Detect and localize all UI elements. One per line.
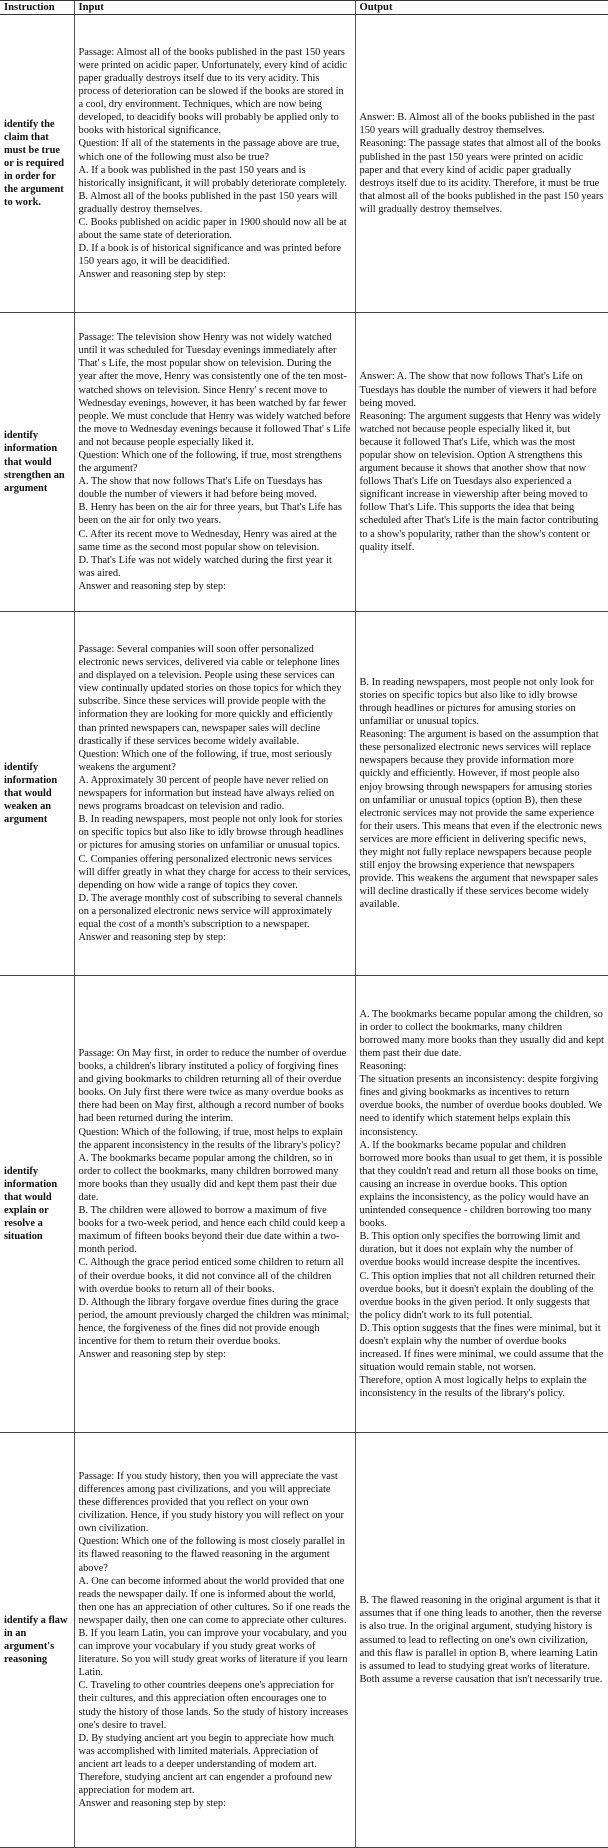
input-paragraph: C. Companies offering personalized electronic news services will differ greatly in what they charge for access to their services, depending on how wide a range of topics they cover.: [78, 853, 351, 891]
input-paragraph: D. The average monthly cost of subscribing to several channels on a personalized electronic news service will approximately equal the cost of a month's subscription to a newspaper.: [78, 892, 343, 930]
input-paragraph: A. The bookmarks became popular among the children, so in order to collect the bookmarks, many children borrowed many more books than they usually did and kept them past their due date.: [78, 1152, 339, 1203]
output-paragraph: Answer: A. The show that now follows That's Life on Tuesdays has double the number of viewers it had before being moved.: [359, 371, 597, 409]
table-row: [0, 15, 608, 313]
output-cell: [355, 313, 608, 612]
input-paragraph: Passage: If you study history, then you will appreciate the vast differences among past civilizations, and you will appreciate these differences provided that you reflect on your own civilization. Hence, if you study history you will reflect on your own civilization.: [78, 1470, 344, 1535]
output-paragraph: The situation presents an inconsistency: despite forgiving fines and giving bookmarks as incentives to return overdue books, the number of overdue books doubled. We need to identify which statement helps explain this inconsistency.: [359, 1074, 603, 1138]
input-paragraph: D. Although the library forgave overdue fines during the grace period, the amount previously charged the children was minimal; hence, the forgiveness of the fines did not provide enough incentive for them to return their overdue books.: [78, 1296, 350, 1348]
input-paragraph: Question: Which of the following, if true, most helps to explain the apparent inconsistency in the results of the library's policy?: [78, 1126, 343, 1151]
output-cell: [355, 1433, 608, 1848]
input-paragraph: B. The children were allowed to borrow a maximum of five books for a two-week period, and hence each child could keep a maximum of fifteen books beyond their due date within a two-month period.: [78, 1205, 346, 1256]
output-paragraph: C. This option implies that not all children returned their overdue books, but it doesn't explain the doubling of the overdue books in the given period. It only suggests that the policy didn't work to its full potential.: [359, 1270, 595, 1321]
output-paragraph: Answer: B. Almost all of the books published in the past 150 years will gradually destroy themselves.: [359, 112, 595, 137]
input-paragraph: C. After its recent move to Wednesday, Henry was aired at the same time as the second most popular show on television.: [78, 528, 337, 553]
output-paragraph: Reasoning: The argument suggests that Henry was widely watched not because people especially liked it, but because it followed That's Life, which was the most popular show on television. Option A strengthens this argument because it shows that another show that now follows That's Life on Tuesdays also experienced a significant increase in viewership after being moved to follow That's Life. This supports the idea that being scheduled after That's Life is the main factor contributing to a show's popularity, rather than the show's content or quality itself.: [359, 410, 601, 553]
instruction-cell: identify information that would weaken an argument: [0, 612, 74, 976]
output-paragraph: A. If the bookmarks became popular and children borrowed more books than usual to get them, it is possible that they couldn't read and return all those books on time, causing an increase in overdue books. This option explains the inconsistency, as the policy would have an unintended consequence - children borrowing too many books.: [359, 1139, 603, 1230]
table-row: [0, 1433, 608, 1848]
input-paragraph: A. The show that now follows That's Life on Tuesdays has double the number of viewers it had before being moved.: [78, 476, 323, 501]
output-paragraph: Reasoning:: [359, 1061, 407, 1073]
output-cell: [355, 976, 608, 1433]
output-paragraph: B. The flawed reasoning in the original argument is that it assumes that if one thing leads to another, then the reverse is also true. In the original argument, studying history is assumed to lead to reflecting on one's own civilization, and this flaw is parallel in option B, where learning Latin is assumed to lead to studying great works of literature. Both assume a reverse causation that isn't necessarily true.: [359, 1595, 603, 1685]
input-paragraph: B. Almost all of the books published in the past 150 years will gradually destroy themselves.: [78, 190, 338, 215]
header-row: [0, 1, 608, 15]
output-paragraph: B. In reading newspapers, most people not only look for stories on specific topics but also like to idly browse through headlines or pictures for amusing stories on unfamiliar or unusual topics.: [359, 676, 594, 728]
input-paragraph: Answer and reasoning step by step:: [78, 1798, 226, 1810]
input-paragraph: Passage: Almost all of the books published in the past 150 years were printed on acidic paper. Unfortunately, every kind of acidic paper gradually destroys itself due to its very acidity. This process of deterioration can be slowed if the books are stored in a cool, dry environment. Techniques, which are now being developed, to deacidify books will probably be applied only to books with historical significance.: [78, 46, 348, 137]
input-paragraph: Passage: Several companies will soon offer personalized electronic news services, delivered via cable or telephone lines and displayed on a television. People using these services can view continually updated stories on those topics for which they subscribe. Since these services will provide people with the information they are looking for more quickly and efficiently than printed newspapers can, newspaper sales will decline drastically if these services become widely available.: [78, 644, 342, 747]
input-paragraph: Question: Which one of the following is most closely parallel in its flawed reasoning to the flawed reasoning in the argument above?: [78, 1536, 345, 1574]
input-paragraph: A. If a book was published in the past 150 years and is historically insignificant, it will probably deteriorate completely.: [78, 164, 347, 189]
input-paragraph: B. Henry has been on the air for three years, but That's Life has been on the air for only two years.: [78, 502, 342, 527]
output-paragraph: B. This option only specifies the borrowing limit and duration, but it does not explain why the number of overdue books would increase despite the incentives.: [359, 1231, 581, 1269]
input-cell: [74, 15, 355, 313]
input-paragraph: D. That's Life was not widely watched during the first year it was aired.: [78, 554, 332, 579]
table-row: [0, 612, 608, 976]
header-input: Input: [74, 1, 355, 15]
output-cell: [355, 612, 608, 976]
input-paragraph: Question: Which one of the following, if true, most strengthens the argument?: [78, 450, 342, 475]
input-paragraph: B. In reading newspapers, most people not only look for stories on specific topics but also like to idly browse through headlines or pictures for amusing stories on unfamiliar or unusual topics.: [78, 814, 344, 852]
input-paragraph: Answer and reasoning step by step:: [78, 932, 226, 944]
input-paragraph: C. Traveling to other countries deepens one's appreciation for their cultures, and this appreciation often encourages one to study the history of those lands. So the study of history increases one's desire to travel.: [78, 1680, 349, 1731]
input-paragraph: B. If you learn Latin, you can improve your vocabulary, and you can improve your vocabulary if you study great works of literature. So you will study great works of literature if you learn Latin.: [78, 1628, 348, 1679]
output-paragraph: D. This option suggests that the fines were minimal, but it doesn't explain why the number of overdue books increased. If fines were minimal, we could assume that the situation would remain stable, not worsen.: [359, 1322, 604, 1374]
input-paragraph: D. By studying ancient art you begin to appreciate how much was accomplished with limited materials. Appreciation of ancient art leads to a deeper understanding of modem art. Therefore, studying ancient art can engender a profound new appreciation for modem art.: [78, 1732, 334, 1797]
input-paragraph: Answer and reasoning step by step:: [78, 580, 226, 592]
input-cell: [74, 313, 355, 612]
input-paragraph: Question: Which one of the following, if true, most seriously weakens the argument?: [78, 748, 332, 773]
input-paragraph: C. Books published on acidic paper in 1900 should now all be at about the same state of deterioration.: [78, 216, 347, 242]
input-paragraph: Passage: On May first, in order to reduce the number of overdue books, a children's library instituted a policy of forgiving fines and giving bookmarks to children returning all of their overdue books. On July first there were twice as many overdue books as there had been on May first, although a record number of books had been returned during the interim.: [78, 1047, 347, 1125]
input-cell: [74, 612, 355, 976]
input-cell: [74, 976, 355, 1433]
instruction-cell: identify a flaw in an argument's reasoning: [0, 1433, 74, 1848]
header-output: Output: [355, 1, 608, 15]
output-paragraph: Reasoning: The passage states that almost all of the books published in the past 150 years were printed on acidic paper and that every kind of acidic paper gradually destroys itself due to its acidity. Therefore, it must be true that almost all of the books published in the past 150 years will gradually destroy themselves.: [359, 138, 604, 215]
output-cell: [355, 15, 608, 313]
input-paragraph: D. If a book is of historical significance and was printed before 150 years ago, it will be deacidified.: [78, 243, 342, 268]
input-paragraph: Question: If all of the statements in the passage above are true, which one of the following must also be true?: [78, 138, 340, 163]
output-paragraph: Therefore, option A most logically helps to explain the inconsistency in the results of the library's policy.: [359, 1375, 587, 1400]
input-paragraph: Answer and reasoning step by step:: [78, 269, 226, 281]
table-row: [0, 976, 608, 1433]
instruction-cell: identify information that would explain or resolve a situation: [0, 976, 74, 1433]
input-paragraph: A. One can become informed about the world provided that one reads the newspaper daily. If one is informed about the world, then one has an appreciation of other cultures. So if one reads the newspaper daily, then one can come to appreciate other cultures.: [78, 1575, 351, 1626]
input-paragraph: A. Approximately 30 percent of people have never relied on newspapers for information but instead have always relied on news programs broadcast on television and radio.: [78, 774, 335, 813]
header-instruction: Instruction: [0, 1, 74, 15]
input-paragraph: Passage: The television show Henry was not widely watched until it was scheduled for Tuesday evenings immediately after That' s Life, the most popular show on television. During the year after the move, Henry was consistently one of the ten most-watched shows on television. Since Henry' s recent move to Wednesday evenings, however, it has been watched by far fewer people. We must conclude that Henry was widely watched before the move to Wednesday evenings because it followed That' s Life and not because people especially liked it.: [78, 332, 351, 448]
input-paragraph: Answer and reasoning step by step:: [78, 1349, 226, 1361]
table-row: [0, 313, 608, 612]
instruction-cell: identify the claim that must be true or is required in order for the argument to work.: [0, 15, 74, 313]
output-paragraph: Reasoning: The argument is based on the assumption that these personalized electronic news services will replace newspapers because they provide information more quickly and efficiently. However, if most people also enjoy browsing through newspapers for amusing stories on unfamiliar or unusual topics (option B), then these electronic services may not provide the same experience for their users. This means that even if the electronic news services are more efficient in delivering specific news, they might not fully replace newspapers because people still enjoy the browsing experience that newspapers provide. This weakens the argument that newspaper sales will decline drastically if these services become widely available.: [359, 729, 602, 911]
input-paragraph: C. Although the grace period enticed some children to return all of their overdue books, it did not convince all of the children with overdue books to return all of their books.: [78, 1257, 344, 1295]
instruction-cell: identify information that would strengthen an argument: [0, 313, 74, 612]
input-cell: [74, 1433, 355, 1848]
output-paragraph: A. The bookmarks became popular among the children, so in order to collect the bookmarks, many children borrowed many more books than they usually did and kept them past their due date.: [359, 1008, 604, 1059]
